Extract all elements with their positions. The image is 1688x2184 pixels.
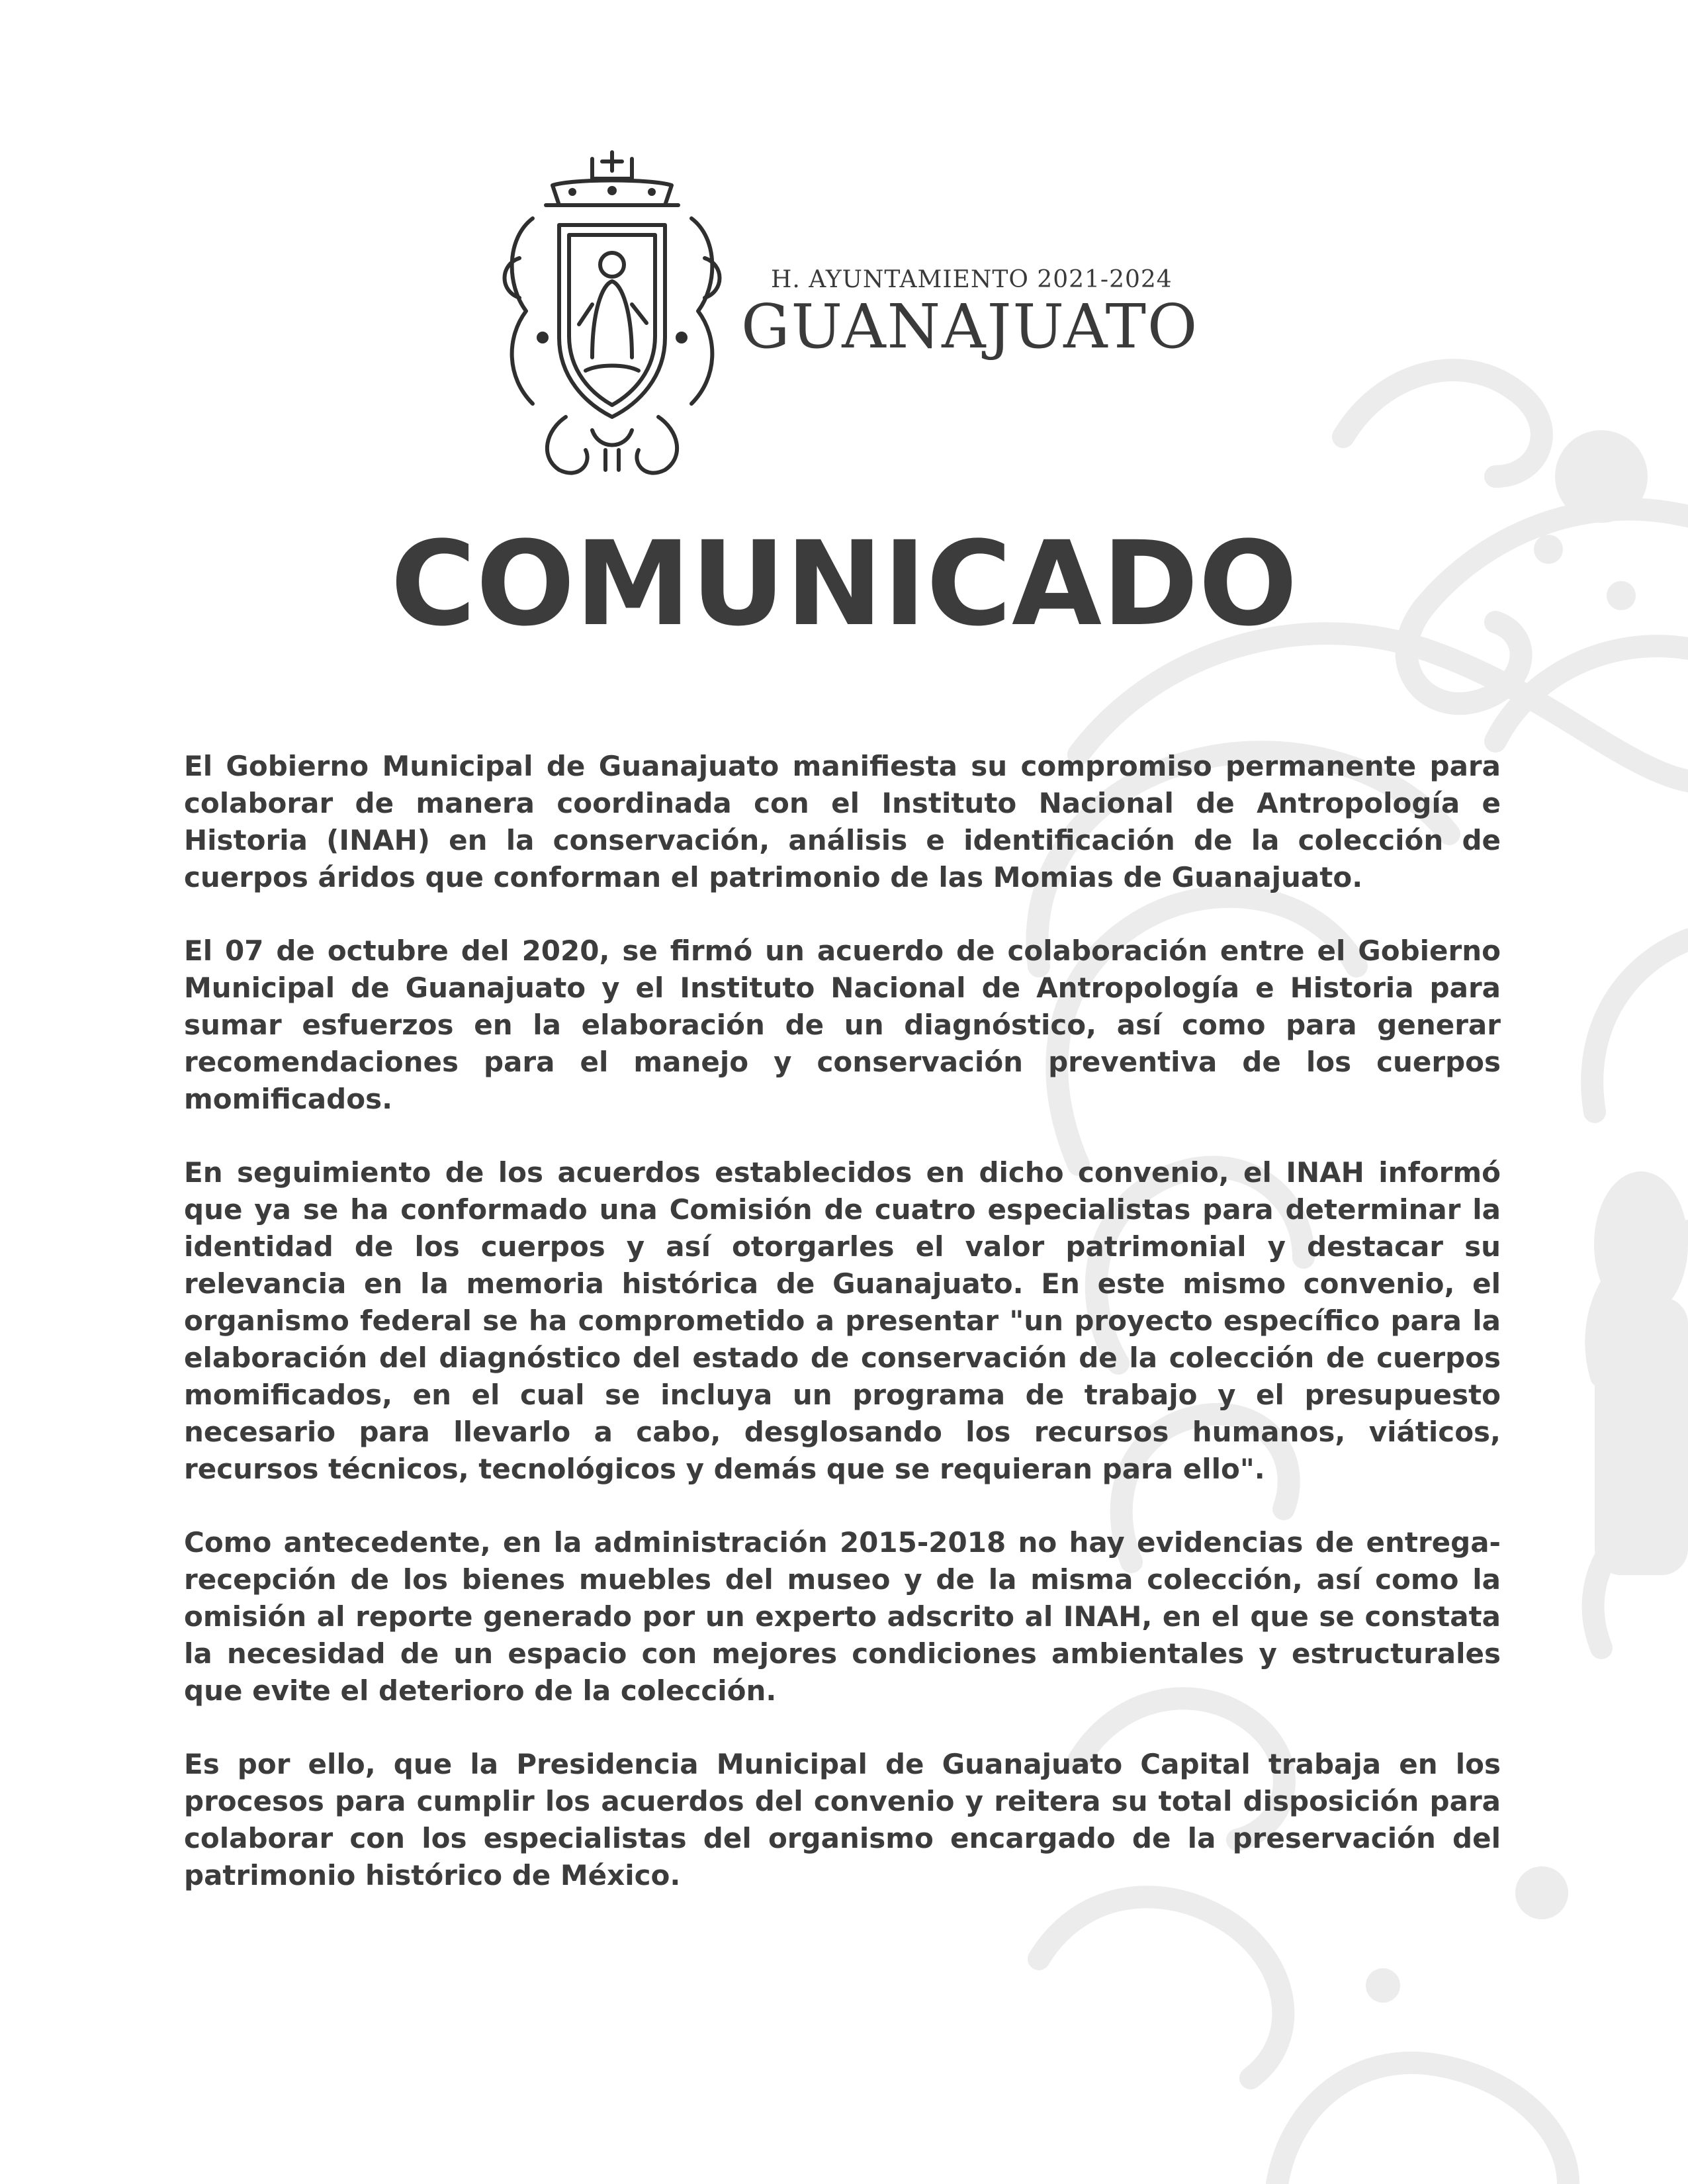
page-title: COMUNICADO: [390, 516, 1298, 652]
ayuntamiento-label: H. AYUNTAMIENTO 2021-2024: [771, 266, 1173, 293]
paragraph-commitment: El Gobierno Municipal de Guanajuato manifiesta su compromiso permanente para colaborar de manera coordinada con el Instituto Nacional de Antropología e Historia (INAH) en la conservación, análisis e identificación de la colección de cuerpos áridos que conforman el patrimonio de las Momias de Guanajuato.: [184, 750, 1501, 893]
city-name: GUANAJUATO: [741, 291, 1199, 362]
guanajuato-coat-of-arms-icon: [493, 139, 731, 483]
body-text: [184, 748, 1501, 1931]
paragraph-conclusion: Es por ello, que la Presidencia Municipal de Guanajuato Capital trabaja en los procesos para cumplir los acuerdos del convenio y reitera su total disposición para colaborar con los especialistas del organismo encargado de la preservación del patrimonio histórico de México.: [184, 1748, 1501, 1891]
paragraph-background: Como antecedente, en la administración 2015-2018 no hay evidencias de entrega-recepción de los bienes muebles del museo y de la misma colección, así como la omisión al reporte generado por un experto adscrito al INAH, en el que se constata la necesidad de un espacio con mejores condiciones ambientales y estructurales que evite el deterioro de la colección.: [184, 1526, 1501, 1707]
paragraph-commission: En seguimiento de los acuerdos establecidos en dicho convenio, el INAH informó que ya se ha conformado una Comisión de cuatro especialistas para determinar la identidad de los cuerpos y así otorgarles el valor patrimonial y destacar su relevancia en la memoria histórica de Guanajuato. En este mismo convenio, el organismo federal se ha comprometido a presentar "un proyecto específico para la elaboración del diagnóstico del estado de conservación de la colección de cuerpos momificados, en el cual se incluya un programa de trabajo y el presupuesto necesario para llevarlo a cabo, desglosando los recursos humanos, viáticos, recursos técnicos, tecnológicos y demás que se requieran para ello".: [184, 1156, 1501, 1485]
paragraph-agreement: El 07 de octubre del 2020, se firmó un acuerdo de colaboración entre el Gobierno Municipal de Guanajuato y el Instituto Nacional de Antropología e Historia para sumar esfuerzos en la elaboración de un diagnóstico, así como para generar recomendaciones para el manejo y conservación preventiva de los cuerpos momificados.: [184, 934, 1501, 1115]
